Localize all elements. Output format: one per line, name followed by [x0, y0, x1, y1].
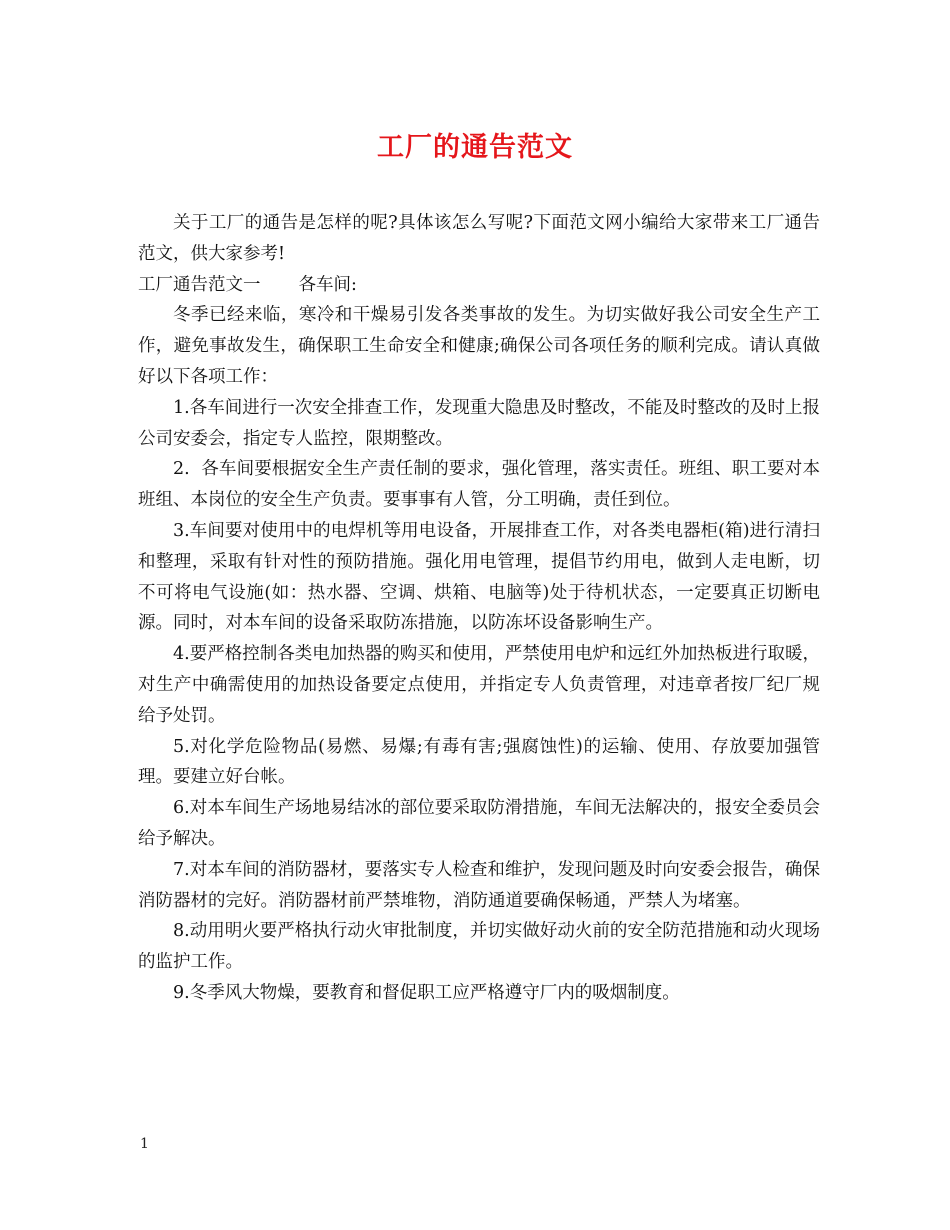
section-label: 工厂通告范文一 — [138, 274, 261, 295]
list-item: 8.动用明火要严格执行动火审批制度，并切实做好动火前的安全防范措施和动火现场的监护工作。 — [138, 921, 820, 973]
document-title: 工厂的通告范文 — [377, 132, 573, 163]
document-body — [138, 208, 820, 1009]
page-number: 1 — [140, 1136, 149, 1152]
list-item: 1.各车间进行一次安全排查工作，发现重大隐患及时整改，不能及时整改的及时上报公司安委会，指定专人监控，限期整改。 — [138, 397, 820, 449]
list-item: 9.冬季风大物燥，要教育和督促职工应严格遵守厂内的吸烟制度。 — [173, 982, 680, 1003]
list-item: 3.车间要对使用中的电焊机等用电设备，开展排查工作，对各类电器柜(箱)进行清扫和整理，采取有针对性的预防措施。强化用电管理，提倡节约用电，做到人走电断，切不可将电气设施(如：热水器、空调、烘箱、电脑等)处于待机状态，一定要真正切断电源。同时，对本车间的设备采取防冻措施，以防冻坏设备影响生产。 — [138, 520, 820, 634]
list-item: 6.对本车间生产场地易结冰的部位要采取防滑措施，车间无法解决的，报安全委员会给予解决。 — [138, 798, 820, 849]
intro-paragraph: 关于工厂的通告是怎样的呢?具体该怎么写呢?下面范文网小编给大家带来工厂通告范文，供大家参考! — [138, 213, 820, 264]
list-item: 5.对化学危险物品(易燃、易爆;有毒有害;强腐蚀性)的运输、使用、存放要加强管理。要建立好台帐。 — [138, 736, 820, 788]
list-item: 2. 各车间要根据安全生产责任制的要求，强化管理，落实责任。班组、职工要对本班组、本岗位的安全生产负责。要事事有人管，分工明确，责任到位。 — [138, 459, 820, 511]
list-item: 4.要严格控制各类电加热器的购买和使用，严禁使用电炉和远红外加热板进行取暖，对生产中确需使用的加热设备要定点使用，并指定专人负责管理，对违章者按厂纪厂规给予处罚。 — [138, 644, 820, 726]
section-header — [138, 270, 820, 301]
list-item: 7.对本车间的消防器材，要落实专人检查和维护，发现问题及时向安委会报告，确保消防器材的完好。消防器材前严禁堆物，消防通道要确保畅通，严禁人为堵塞。 — [138, 859, 820, 911]
addressee: 各车间: — [298, 274, 357, 295]
preamble-paragraph: 冬季已经来临，寒冷和干燥易引发各类事故的发生。为切实做好我公司安全生产工作，避免事故发生，确保职工生命安全和健康;确保公司各项任务的顺利完成。请认真做好以下各项工作： — [138, 305, 820, 387]
